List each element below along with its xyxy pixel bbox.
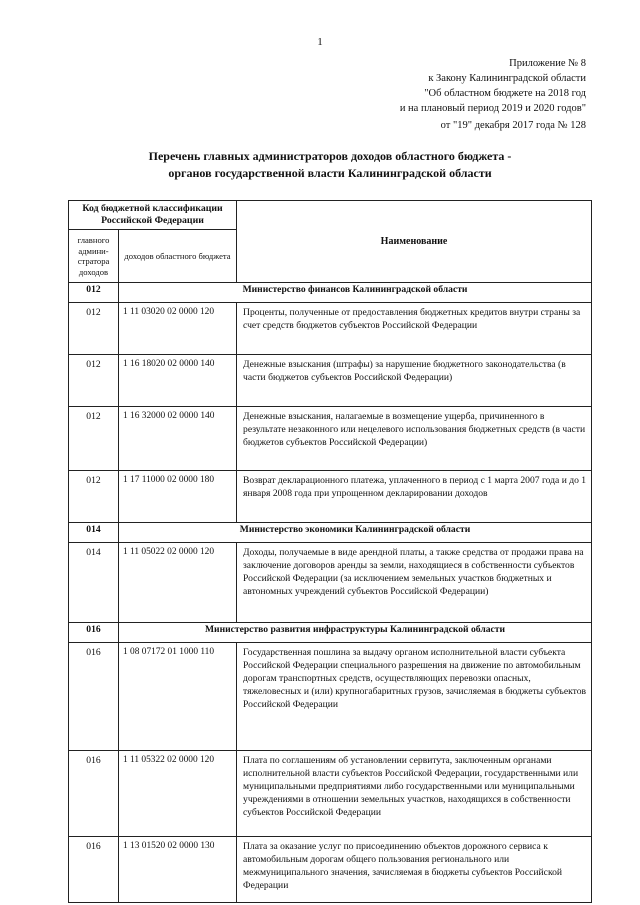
income-name: Государственная пошлина за выдачу органом исполнительной власти субъекта Российской Федерации специального разрешения на движение по автомобильным дорогам транспортных средств, осуществляющих перевозки опасных, тяжеловесных и (или) крупногабаритных грузов, зачисляемая в бюджеты субъектов Российской Федерации [237, 643, 592, 751]
income-code: 1 16 32000 02 0000 140 [119, 407, 237, 471]
table-body [69, 283, 592, 903]
header-name: Наименование [237, 201, 592, 283]
section-code: 016 [69, 623, 119, 643]
income-name: Доходы, получаемые в виде арендной платы, а также средства от продажи права на заключение договоров аренды за земли, находящиеся в собственности субъектов Российской Федерации (за исключением земельных участков бюджетных и автономных учреждений субъектов Российской Федерации) [237, 543, 592, 623]
admin-code: 016 [69, 837, 119, 903]
admin-code: 012 [69, 471, 119, 523]
income-code: 1 17 11000 02 0000 180 [119, 471, 237, 523]
document-title [70, 148, 590, 182]
admin-code: 014 [69, 543, 119, 623]
appendix-line: к Закону Калининградской области [428, 73, 586, 84]
income-code: 1 13 01520 02 0000 130 [119, 837, 237, 903]
appendix-block [286, 56, 586, 133]
admin-code: 012 [69, 355, 119, 407]
section-code: 014 [69, 523, 119, 543]
section-code: 012 [69, 283, 119, 303]
income-code: 1 11 05022 02 0000 120 [119, 543, 237, 623]
income-name: Плата по соглашениям об установлении сервитута, заключенным органами исполнительной власти субъектов Российской Федерации, государственными или муниципальными предприятиями либо государственными или муниципальными учреждениями в отношении земельных участков, находящихся в собственности субъектов Российской Федерации [237, 751, 592, 837]
title-line: органов государственной власти Калининградской области [168, 166, 492, 180]
income-name: Плата за оказание услуг по присоединению объектов дорожного сервиса к автомобильным дорогам общего пользования регионального или межмуниципального значения, зачисляемая в бюджеты субъектов Российской Федерации [237, 837, 592, 903]
header-income: доходов областного бюджета [119, 230, 237, 283]
table-row [69, 355, 592, 407]
section-row [69, 283, 592, 303]
section-title: Министерство развития инфраструктуры Калининградской области [119, 623, 592, 643]
income-code: 1 16 18020 02 0000 140 [119, 355, 237, 407]
table-row [69, 643, 592, 751]
table-row [69, 471, 592, 523]
section-row [69, 523, 592, 543]
table-row [69, 751, 592, 837]
title-line: Перечень главных администраторов доходов областного бюджета - [148, 149, 512, 163]
section-row [69, 623, 592, 643]
income-code: 1 11 03020 02 0000 120 [119, 303, 237, 355]
income-code: 1 08 07172 01 1000 110 [119, 643, 237, 751]
appendix-line: и на плановый период 2019 и 2020 годов" [399, 103, 586, 114]
appendix-line: от "19" декабря 2017 года № 128 [440, 120, 586, 131]
table-row [69, 407, 592, 471]
income-name: Денежные взыскания, налагаемые в возмещение ущерба, причиненного в результате незаконного или нецелевого использования бюджетных средств (в части бюджетов субъектов Российской Федерации) [237, 407, 592, 471]
administrators-table [68, 200, 592, 903]
income-code: 1 11 05322 02 0000 120 [119, 751, 237, 837]
table-row [69, 303, 592, 355]
appendix-line: Приложение № 8 [509, 58, 586, 69]
page-number: 1 [317, 36, 323, 48]
admin-code: 012 [69, 407, 119, 471]
table-row [69, 837, 592, 903]
income-name: Денежные взыскания (штрафы) за нарушение бюджетного законодательства (в части бюджетов субъектов Российской Федерации) [237, 355, 592, 407]
header-admin: главного админи-стратора доходов [69, 230, 119, 283]
admin-code: 016 [69, 751, 119, 837]
table-row [69, 543, 592, 623]
section-title: Министерство экономики Калининградской области [119, 523, 592, 543]
income-name: Проценты, полученные от предоставления бюджетных кредитов внутри страны за счет средств бюджетов субъектов Российской Федерации [237, 303, 592, 355]
header-code-group: Код бюджетной классификации Российской Федерации [69, 201, 237, 230]
admin-code: 016 [69, 643, 119, 751]
section-title: Министерство финансов Калининградской области [119, 283, 592, 303]
appendix-line: "Об областном бюджете на 2018 год [424, 88, 586, 99]
income-name: Возврат декларационного платежа, уплаченного в период с 1 марта 2007 года и до 1 января 2008 года при упрощенном декларировании доходов [237, 471, 592, 523]
admin-code: 012 [69, 303, 119, 355]
